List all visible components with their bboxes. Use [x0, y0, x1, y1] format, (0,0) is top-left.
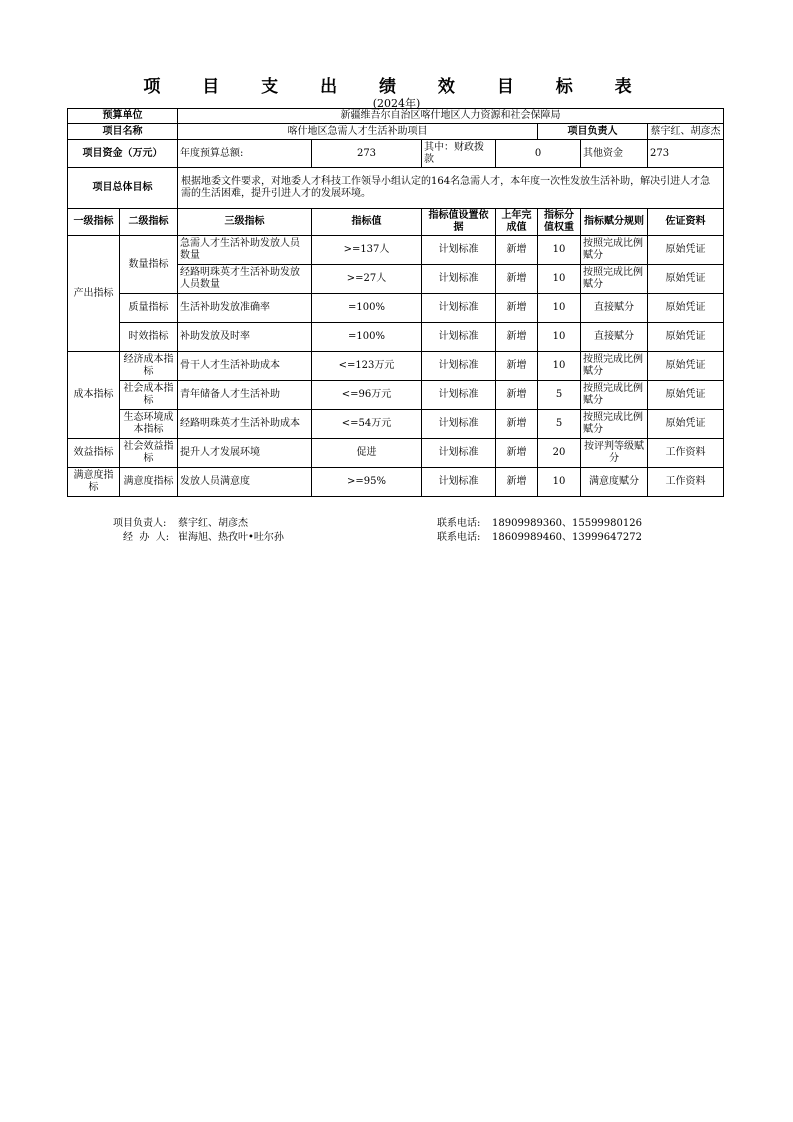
- col-header: 三级指标: [178, 209, 312, 236]
- evidence-cell: 原始凭证: [648, 410, 724, 439]
- evidence-cell: 原始凭证: [648, 323, 724, 352]
- annual-budget-label: 年度预算总额:: [178, 140, 312, 168]
- level2-cell: 社会成本指标: [120, 381, 178, 410]
- rule-cell: 满意度赋分: [581, 468, 648, 497]
- level1-cell: 效益指标: [68, 439, 120, 468]
- footer-handler-value: 崔海旭、热孜叶•吐尔孙: [178, 532, 284, 543]
- basis-cell: 计划标准: [422, 410, 496, 439]
- evidence-cell: 原始凭证: [648, 236, 724, 265]
- col-header: 一级指标: [68, 209, 120, 236]
- goal-label: 项目总体目标: [68, 168, 178, 209]
- evidence-cell: 工作资料: [648, 439, 724, 468]
- table-row: [68, 236, 724, 265]
- last-year-cell: 新增: [496, 265, 538, 294]
- basis-cell: 计划标准: [422, 381, 496, 410]
- table-row: [68, 323, 724, 352]
- col-header: 二级指标: [120, 209, 178, 236]
- rule-cell: 按照完成比例赋分: [581, 265, 648, 294]
- weight-cell: 5: [538, 381, 581, 410]
- level3-cell: 补助发放及时率: [178, 323, 312, 352]
- footer-lead-phone-value: 18909989360、15599980126: [492, 518, 642, 529]
- col-header: 指标值: [312, 209, 422, 236]
- level1-cell: 满意度指标: [68, 468, 120, 497]
- table-row: [68, 410, 724, 439]
- performance-table: [67, 108, 724, 497]
- funds-label: 项目资金（万元）: [68, 140, 178, 168]
- fiscal-value: 0: [496, 140, 581, 168]
- value-cell: 促进: [312, 439, 422, 468]
- value-cell: >=27人: [312, 265, 422, 294]
- level3-cell: 经路明珠英才生活补助成本: [178, 410, 312, 439]
- table-row: [68, 294, 724, 323]
- rule-cell: 按照完成比例赋分: [581, 410, 648, 439]
- col-header: 指标赋分规则: [581, 209, 648, 236]
- other-funds-label: 其他资金: [581, 140, 648, 168]
- evidence-cell: 原始凭证: [648, 352, 724, 381]
- last-year-cell: 新增: [496, 439, 538, 468]
- level3-cell: 发放人员满意度: [178, 468, 312, 497]
- level2-cell: 经济成本指标: [120, 352, 178, 381]
- level3-cell: 提升人才发展环境: [178, 439, 312, 468]
- rule-cell: 直接赋分: [581, 323, 648, 352]
- footer-handler-phone-label: 联系电话:: [437, 532, 481, 543]
- evidence-cell: 原始凭证: [648, 294, 724, 323]
- rule-cell: 按照完成比例赋分: [581, 381, 648, 410]
- last-year-cell: 新增: [496, 294, 538, 323]
- footer-lead-value: 蔡宇红、胡彦杰: [178, 518, 248, 529]
- last-year-cell: 新增: [496, 468, 538, 497]
- last-year-cell: 新增: [496, 323, 538, 352]
- level3-cell: 生活补助发放准确率: [178, 294, 312, 323]
- level2-cell: 社会效益指标: [120, 439, 178, 468]
- col-header: 上年完成值: [496, 209, 538, 236]
- footer-lead-label: 项目负责人:: [113, 518, 167, 529]
- table-row: [68, 468, 724, 497]
- basis-cell: 计划标准: [422, 323, 496, 352]
- annual-budget-value: 273: [312, 140, 422, 168]
- project-lead-value: 蔡宇红、胡彦杰: [648, 124, 724, 140]
- weight-cell: 5: [538, 410, 581, 439]
- rule-cell: 按评判等级赋分: [581, 439, 648, 468]
- page-year: (2024年): [372, 97, 421, 110]
- weight-cell: 10: [538, 265, 581, 294]
- basis-cell: 计划标准: [422, 265, 496, 294]
- level3-cell: 急需人才生活补助发放人员数量: [178, 236, 312, 265]
- page-title: 项 目 支 出 绩 效 目 标 表: [143, 77, 650, 97]
- value-cell: <=54万元: [312, 410, 422, 439]
- footer-handler-phone-value: 18609989460、13999647272: [492, 532, 642, 543]
- level3-cell: 骨干人才生活补助成本: [178, 352, 312, 381]
- last-year-cell: 新增: [496, 381, 538, 410]
- fiscal-label: 其中：财政拨款: [422, 140, 496, 168]
- weight-cell: 10: [538, 294, 581, 323]
- col-header: 指标分值权重: [538, 209, 581, 236]
- value-cell: >=137人: [312, 236, 422, 265]
- rule-cell: 直接赋分: [581, 294, 648, 323]
- rule-cell: 按照完成比例赋分: [581, 236, 648, 265]
- basis-cell: 计划标准: [422, 352, 496, 381]
- table-row: [68, 352, 724, 381]
- level2-cell: 时效指标: [120, 323, 178, 352]
- level1-cell: 产出指标: [68, 236, 120, 352]
- col-header: 指标值设置依据: [422, 209, 496, 236]
- level1-cell: 成本指标: [68, 352, 120, 439]
- level2-cell: 满意度指标: [120, 468, 178, 497]
- weight-cell: 10: [538, 323, 581, 352]
- footer-handler-label: 经 办 人:: [123, 532, 170, 543]
- weight-cell: 10: [538, 352, 581, 381]
- project-name-label: 项目名称: [68, 124, 178, 140]
- last-year-cell: 新增: [496, 352, 538, 381]
- level3-cell: 青年储备人才生活补助: [178, 381, 312, 410]
- other-funds-value: 273: [648, 140, 724, 168]
- basis-cell: 计划标准: [422, 294, 496, 323]
- weight-cell: 20: [538, 439, 581, 468]
- level2-cell: 质量指标: [120, 294, 178, 323]
- weight-cell: 10: [538, 468, 581, 497]
- project-name-value: 喀什地区急需人才生活补助项目: [178, 124, 538, 140]
- table-row: [68, 381, 724, 410]
- value-cell: <=96万元: [312, 381, 422, 410]
- budget-unit-value: 新疆维吾尔自治区喀什地区人力资源和社会保障局: [178, 109, 724, 124]
- budget-unit-label: 预算单位: [68, 109, 178, 124]
- value-cell: <=123万元: [312, 352, 422, 381]
- evidence-cell: 原始凭证: [648, 381, 724, 410]
- basis-cell: 计划标准: [422, 236, 496, 265]
- value-cell: =100%: [312, 294, 422, 323]
- goal-value: 根据地委文件要求，对地委人才科技工作领导小组认定的164名急需人才，本年度一次性发放生活补助，解决引进人才急需的生活困难，提升引进人才的发展环境。: [178, 168, 724, 209]
- col-header: 佐证资料: [648, 209, 724, 236]
- evidence-cell: 工作资料: [648, 468, 724, 497]
- level2-cell: 生态环境成本指标: [120, 410, 178, 439]
- evidence-cell: 原始凭证: [648, 265, 724, 294]
- footer-lead-phone-label: 联系电话:: [437, 518, 481, 529]
- basis-cell: 计划标准: [422, 439, 496, 468]
- last-year-cell: 新增: [496, 410, 538, 439]
- last-year-cell: 新增: [496, 236, 538, 265]
- value-cell: =100%: [312, 323, 422, 352]
- project-lead-label: 项目负责人: [538, 124, 648, 140]
- level3-cell: 经路明珠英才生活补助发放人员数量: [178, 265, 312, 294]
- rule-cell: 按照完成比例赋分: [581, 352, 648, 381]
- value-cell: >=95%: [312, 468, 422, 497]
- level2-cell: 数量指标: [120, 236, 178, 294]
- table-row: [68, 439, 724, 468]
- basis-cell: 计划标准: [422, 468, 496, 497]
- weight-cell: 10: [538, 236, 581, 265]
